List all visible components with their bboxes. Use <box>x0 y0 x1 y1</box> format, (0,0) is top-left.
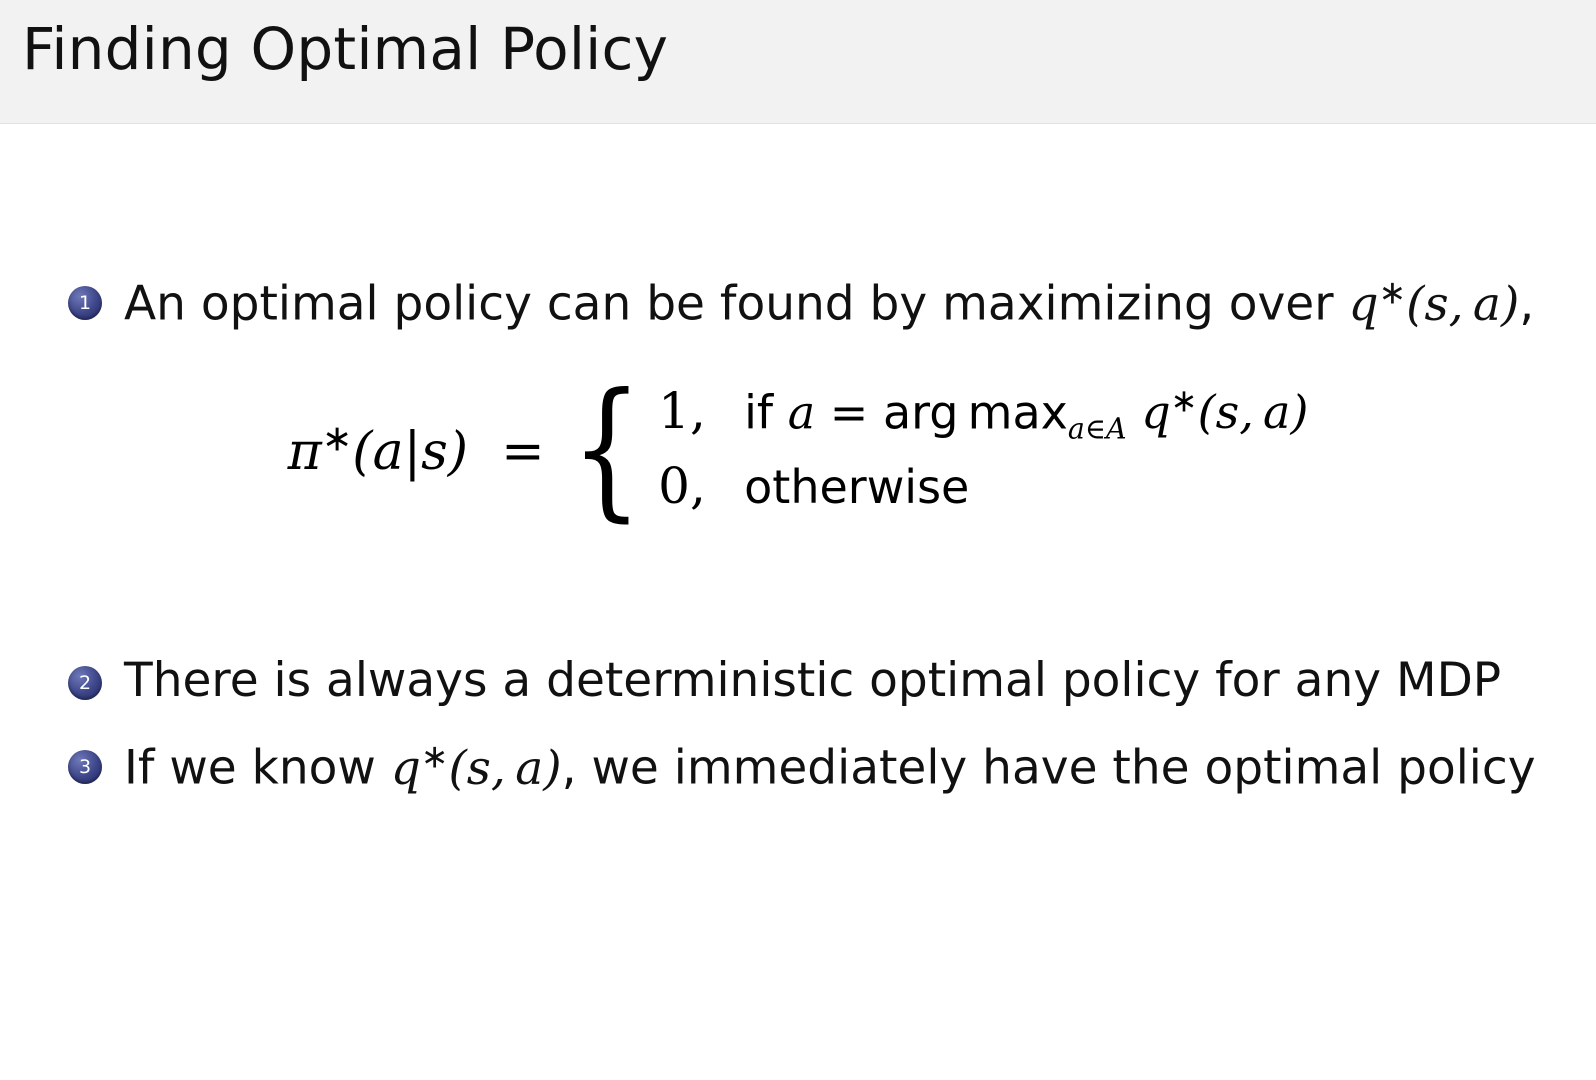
slide-title-bar <box>0 0 1596 124</box>
policy-equation <box>0 362 1596 536</box>
list-item-text-before: An optimal policy can be found by maximizing over <box>124 276 1349 332</box>
page-title: Finding Optimal Policy <box>22 15 669 83</box>
list-item <box>68 272 1568 333</box>
left-brace-icon: { <box>570 362 643 536</box>
slide-body <box>0 124 1596 1080</box>
case-subscript: a∈A <box>1067 412 1127 446</box>
inline-math-q: q∗(s, a) <box>1348 272 1520 332</box>
pi-symbol: π∗(a|s) <box>287 416 469 482</box>
cases-block <box>658 375 1308 522</box>
inline-math-q: q∗(s, a) <box>390 736 562 796</box>
bullet-number-icon: 3 <box>68 750 102 784</box>
equals-sign: = <box>484 421 545 482</box>
case-value: 0, <box>658 457 706 516</box>
equation-lhs <box>288 416 559 481</box>
bullet-number-icon: 2 <box>68 666 102 700</box>
case-row <box>658 375 1308 450</box>
equation-inner <box>287 362 1309 536</box>
list-item <box>68 652 1568 709</box>
list-item-text <box>124 272 1534 333</box>
case-condition: if a = arg $\max_{a\in A} q^∗(s$, a) <box>744 382 1309 446</box>
bullet-number-icon: 1 <box>68 286 102 320</box>
case-condition: otherwise <box>744 460 970 515</box>
list-item-text <box>124 736 1536 797</box>
list-item-text-before: If we know <box>124 740 391 796</box>
list-item <box>68 736 1568 797</box>
case-value: 1, <box>658 382 706 441</box>
list-item-text-after: , we immediately have the optimal policy <box>561 740 1536 796</box>
case-row <box>658 450 1308 523</box>
list-item-text-after: , <box>1519 276 1535 332</box>
list-item-text: There is always a deterministic optimal policy for any MDP <box>124 653 1502 708</box>
